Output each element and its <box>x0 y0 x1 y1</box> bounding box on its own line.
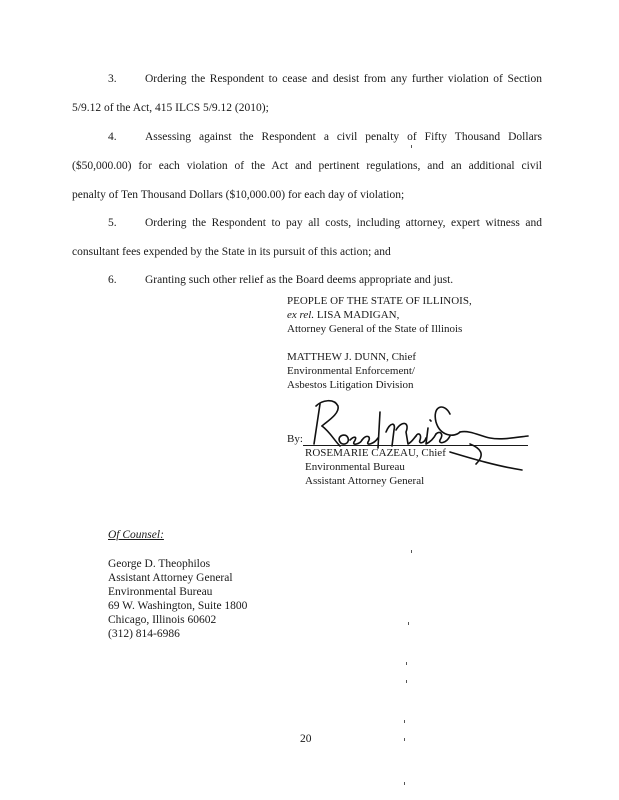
scan-speck <box>404 782 405 785</box>
item-text-line: Ordering the Respondent to pay all costs, including attorney, expert witness and <box>145 217 542 229</box>
item-text-line: penalty of Ten Thousand Dollars ($10,000.00) for each day of violation; <box>72 189 405 201</box>
scan-speck <box>406 662 407 665</box>
scan-speck <box>406 680 407 683</box>
attorney-general-title: Attorney General of the State of Illinois <box>287 323 463 335</box>
scan-speck <box>408 622 409 625</box>
item-number: 4. <box>108 131 117 143</box>
signer-title: Assistant Attorney General <box>305 475 425 487</box>
page-number: 20 <box>300 733 312 745</box>
item-number: 3. <box>108 73 117 85</box>
ex-rel-name: LISA MADIGAN, <box>316 309 400 321</box>
by-label: By: <box>287 433 303 445</box>
item-text-line: ($50,000.00) for each violation of the Act and pertinent regulations, and an additional civil <box>72 160 542 172</box>
of-counsel-heading: Of Counsel: <box>108 529 164 541</box>
ex-rel-line <box>287 308 399 322</box>
counsel-line: Chicago, Illinois 60602 <box>108 614 217 626</box>
item-number: 6. <box>108 274 117 286</box>
chief-name: MATTHEW J. DUNN, Chief <box>287 351 417 363</box>
signer-name: ROSEMARIE CAZEAU, Chief <box>305 447 446 459</box>
item-text-line: consultant fees expended by the State in its pursuit of this action; and <box>72 246 391 258</box>
scan-speck <box>411 550 412 553</box>
item-text-line: Ordering the Respondent to cease and desist from any further violation of Section <box>145 73 542 85</box>
ex-rel-prefix: ex rel. <box>287 309 315 321</box>
counsel-line: George D. Theophilos <box>108 558 211 570</box>
counsel-line: Environmental Bureau <box>108 586 213 598</box>
signer-department: Environmental Bureau <box>305 461 405 473</box>
party-name: PEOPLE OF THE STATE OF ILLINOIS, <box>287 295 472 307</box>
scan-speck <box>404 738 405 741</box>
chief-dept-line-1: Environmental Enforcement/ <box>287 365 415 377</box>
item-text-line: Granting such other relief as the Board deems appropriate and just. <box>145 274 454 286</box>
counsel-line: (312) 814-6986 <box>108 628 180 640</box>
scan-speck <box>411 145 412 148</box>
counsel-line: Assistant Attorney General <box>108 572 233 584</box>
item-text-line: 5/9.12 of the Act, 415 ILCS 5/9.12 (2010); <box>72 102 269 114</box>
scan-speck <box>404 720 405 723</box>
counsel-line: 69 W. Washington, Suite 1800 <box>108 600 248 612</box>
item-number: 5. <box>108 217 117 229</box>
item-text-line: Assessing against the Respondent a civil penalty of Fifty Thousand Dollars <box>145 131 542 143</box>
handwritten-signature <box>300 392 530 477</box>
chief-dept-line-2: Asbestos Litigation Division <box>287 379 414 391</box>
